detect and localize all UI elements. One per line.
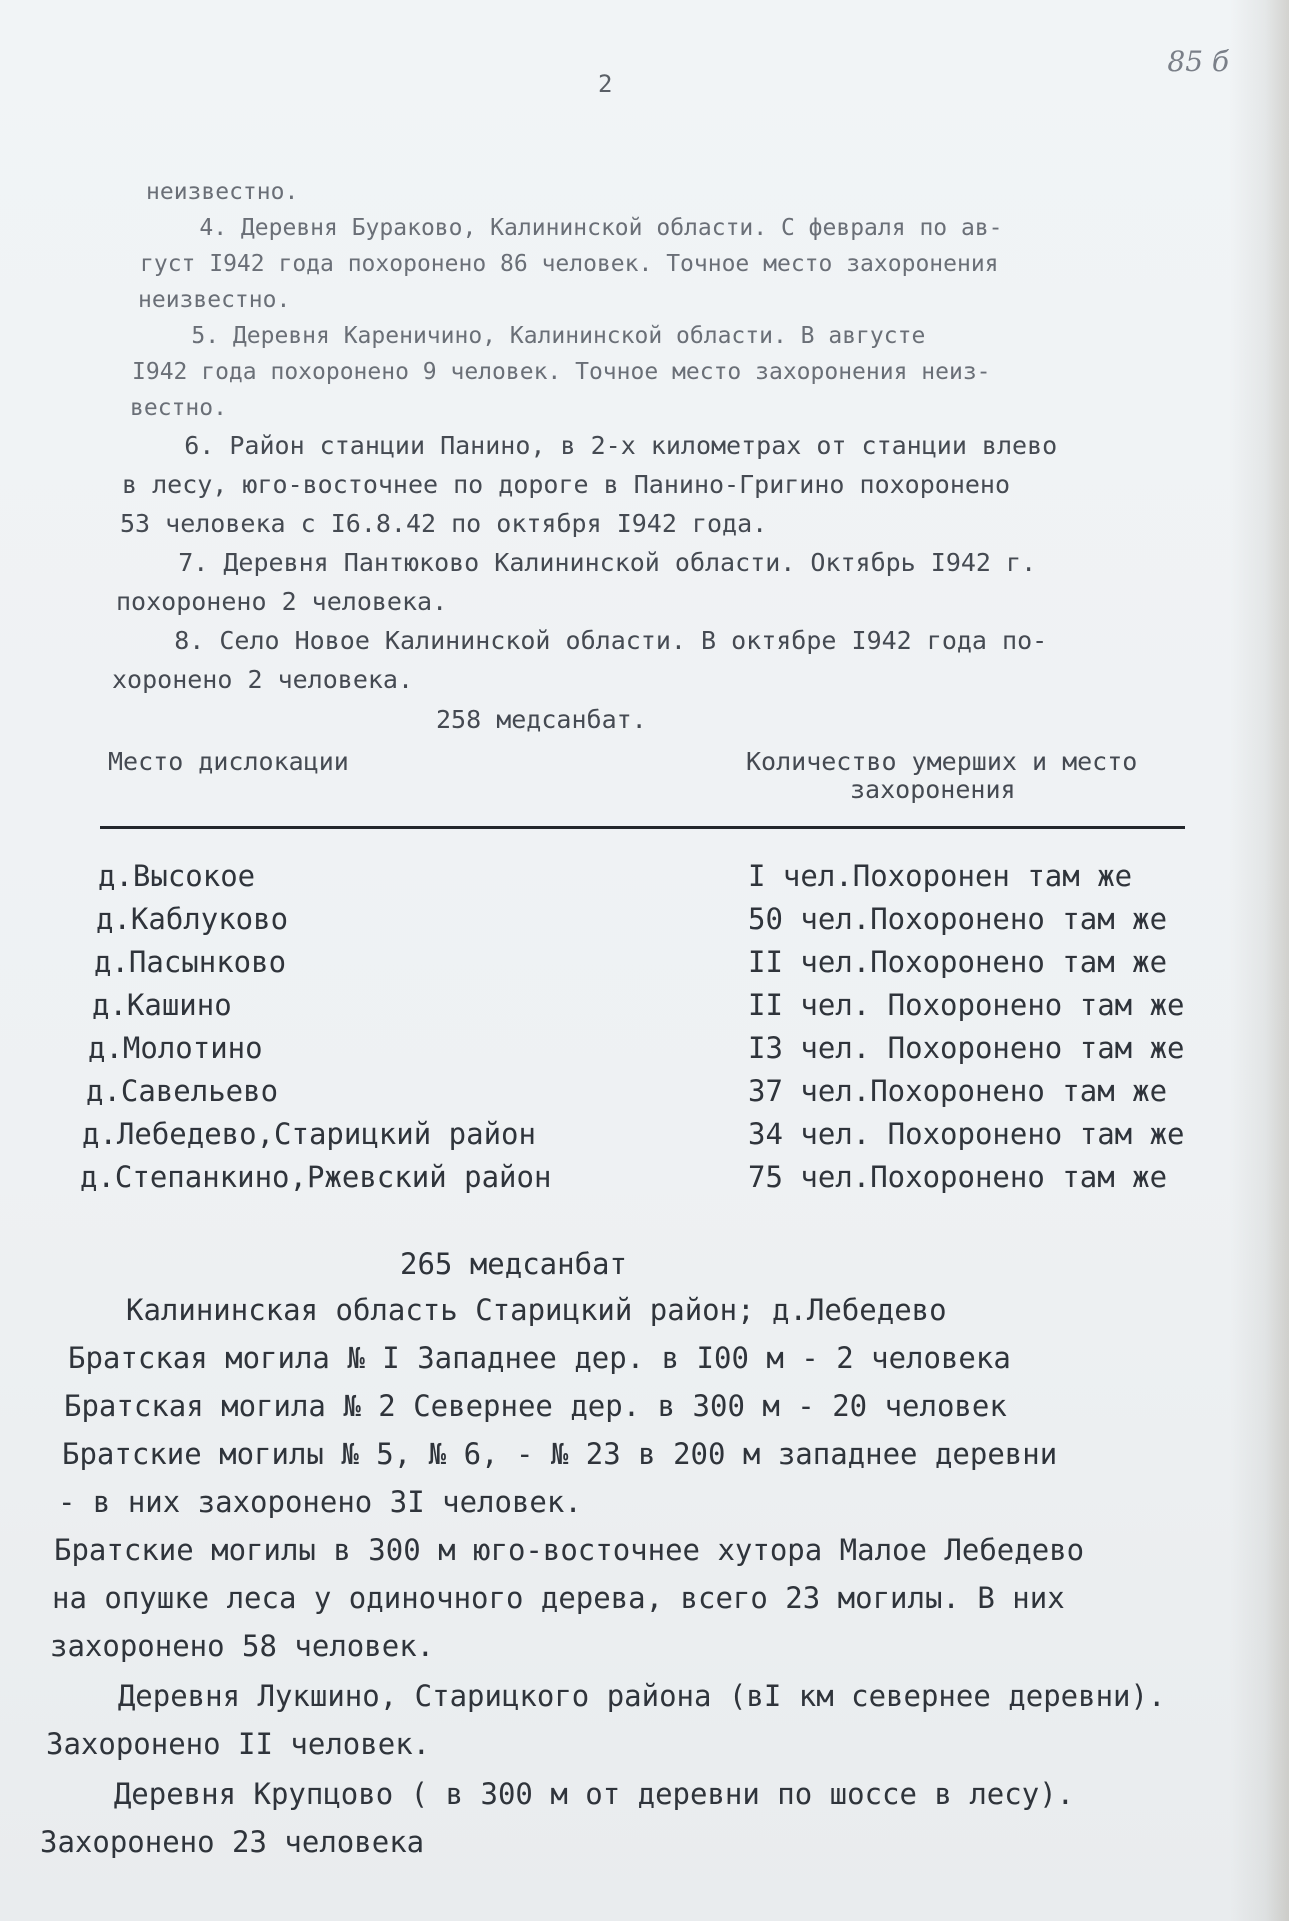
text-line: - в них захоронено 3I человек. — [58, 1485, 582, 1519]
table-divider — [100, 826, 1185, 829]
text-line: Братская могила № 2 Севернее дер. в 300 м - 20 человек — [64, 1389, 1007, 1423]
table-row-info: 50 чел.Похоронено там же — [748, 902, 1168, 936]
text-line: на опушке леса у одиночного дерева, всего 23 могилы. В них — [52, 1581, 1065, 1615]
table-row-place: д.Степанкино,Ржевский район — [80, 1160, 552, 1194]
section-title: 258 медсанбат. — [436, 705, 647, 734]
table-row-place: д.Савельево — [86, 1074, 279, 1108]
table-row-info: 34 чел. Похоронено там же — [748, 1117, 1185, 1151]
text-line: Деревня Крупцово ( в 300 м от деревни по шоссе в лесу). — [44, 1777, 1075, 1811]
column-header-location: Место дислокации — [108, 747, 349, 776]
text-line: Калининская область Старицкий район; д.Лебедево — [126, 1293, 947, 1327]
table-row-info: 75 чел.Похоронено там же — [748, 1160, 1168, 1194]
table-row-info: II чел. Похоронено там же — [748, 988, 1185, 1022]
archive-handwritten-number: 85 б — [1167, 45, 1229, 78]
text-line: Захоронено 23 человека — [40, 1825, 425, 1859]
section-title: 265 медсанбат — [400, 1247, 627, 1281]
text-line: Захоронено II человек. — [46, 1727, 431, 1761]
column-header-count-cont: захоронения — [850, 775, 1016, 804]
text-line: неизвестно. — [146, 179, 299, 205]
text-line: I942 года похоронено 9 человек. Точное место захоронения неиз- — [132, 359, 991, 385]
text-line: вестно. — [130, 395, 227, 421]
text-line: 8. Село Новое Калининской области. В октябре I942 года по- — [114, 626, 1048, 655]
table-row-place: д.Высокое — [98, 859, 256, 893]
table-row-info: 37 чел.Похоронено там же — [748, 1074, 1168, 1108]
text-line: Братские могилы в 300 м юго-восточнее хутора Малое Лебедево — [54, 1533, 1085, 1567]
text-line: захоронено 58 человек. — [50, 1629, 435, 1663]
text-line: Деревня Лукшино, Старицкого района (вI км севернее деревни). — [48, 1679, 1166, 1713]
table-row-place: д.Пасынково — [94, 945, 287, 979]
text-line: 4. Деревня Бураково, Калининской области. С февраля по ав- — [144, 215, 1003, 241]
table-row-info: I чел.Похоронен там же — [748, 859, 1133, 893]
text-line: густ I942 года похоронено 86 человек. Точное место захоронения — [140, 251, 999, 277]
text-line: хоронено 2 человека. — [112, 665, 414, 694]
text-line: 53 человека с I6.8.42 по октября I942 года. — [120, 509, 768, 538]
table-row-place: д.Лебедево,Старицкий район — [82, 1117, 536, 1151]
page-number: 2 — [598, 70, 613, 98]
table-row-place: д.Молотино — [88, 1031, 263, 1065]
text-line: 5. Деревня Кареничино, Калининской области. В августе — [136, 323, 926, 349]
text-line: 6. Район станции Панино, в 2-х километрах от станции влево — [124, 431, 1058, 460]
column-header-count: Количество умерших и место — [746, 747, 1138, 776]
text-line: похоронено 2 человека. — [116, 587, 448, 616]
text-line: 7. Деревня Пантюково Калининской области. Октябрь I942 г. — [118, 548, 1037, 577]
table-row-place: д.Каблуково — [96, 902, 289, 936]
text-line: Братская могила № I Западнее дер. в I00 м - 2 человека — [68, 1341, 1011, 1375]
table-row-info: II чел.Похоронено там же — [748, 945, 1168, 979]
table-row-info: I3 чел. Похоронено там же — [748, 1031, 1185, 1065]
text-line: Братские могилы № 5, № 6, - № 23 в 200 м западнее деревни — [62, 1437, 1058, 1471]
text-line: неизвестно. — [138, 287, 291, 313]
table-row-place: д.Кашино — [92, 988, 232, 1022]
text-line: в лесу, юго-восточнее по дороге в Панино-Григино похоронено — [122, 470, 1011, 499]
page-edge-shadow — [1229, 0, 1289, 1921]
